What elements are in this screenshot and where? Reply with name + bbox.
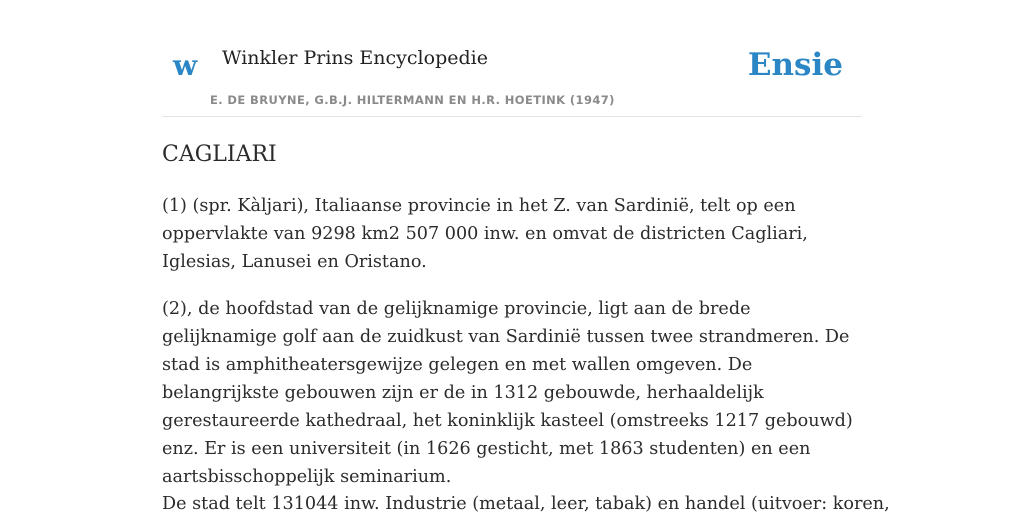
book-title-link[interactable]: Winkler Prins Encyclopedie (222, 47, 488, 69)
ensie-brand-logo[interactable]: Ensie (747, 47, 843, 83)
winkler-prins-logo[interactable]: w (173, 49, 198, 82)
book-authors: E. DE BRUYNE, G.B.J. HILTERMANN EN H.R. HOETINK (1947) (210, 93, 615, 107)
entry-title: CAGLIARI (162, 142, 277, 167)
entry-paragraph: (2), de hoofdstad van de gelijknamige provincie, ligt aan de brede gelijknamige golf aan de zuidkust van Sardinië tussen twee strandmeren. De stad is amphitheatersgewijze gelegen en met wallen omgeven. De belangrijkste gebouwen zijn er de in 1312 gebouwde, herhaaldelijk gerestaureerde kathedraal, het koninklijk kasteel (omstreeks 1217 gebouwd) enz. Er is een universiteit (in 1626 gesticht, met 1863 studenten) en een aartsbisschoppelijk seminarium. (162, 299, 853, 487)
entry-paragraph: (1) (spr. Kàljari), Italiaanse provincie in het Z. van Sardinië, telt op een oppervlakte van 9298 km2 507 000 inw. en omvat de districten Cagliari, Iglesias, Lanusei en Oristano. (162, 196, 808, 272)
entry-paragraph: De stad telt 131044 inw. Industrie (metaal, leer, tabak) en handel (uitvoer: koren, (162, 494, 890, 512)
page (162, 0, 890, 512)
site-header (162, 0, 862, 117)
